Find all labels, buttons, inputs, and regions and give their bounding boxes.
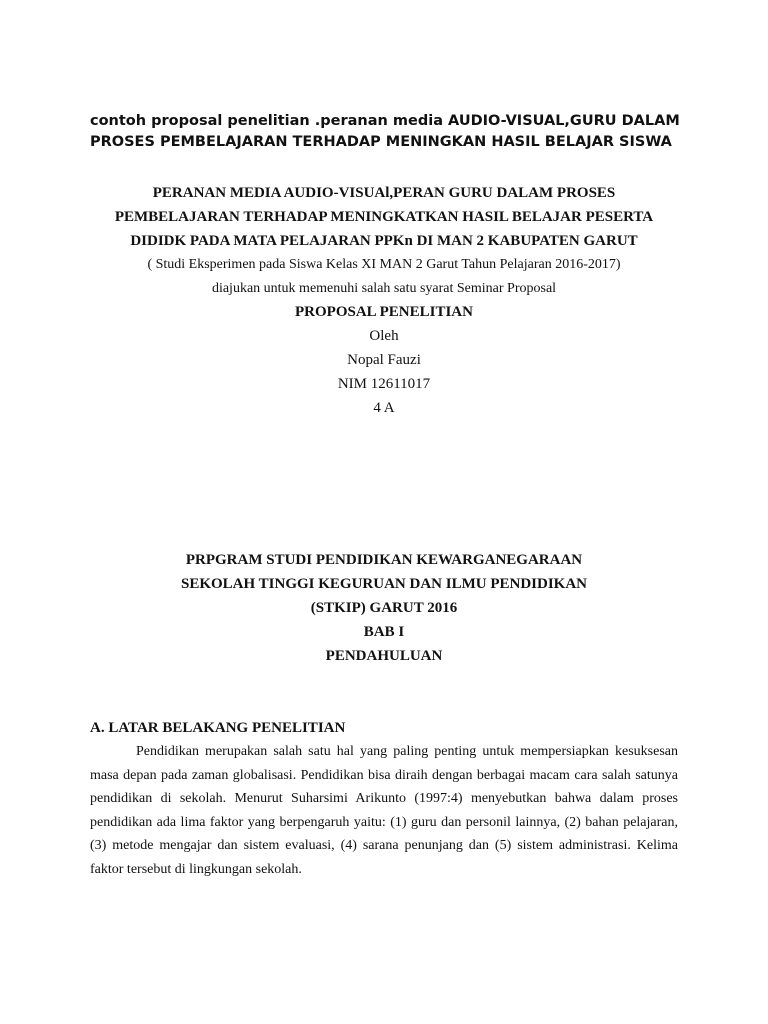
section-heading: A. LATAR BELAKANG PENELITIAN [90,720,346,736]
header-line-3: DIDIDK PADA MATA PELAJARAN PPKn DI MAN 2 KABUPATEN GARUT [130,233,638,249]
header-line-2: PEMBELAJARAN TERHADAP MENINGKATKAN HASIL BELAJAR PESERTA [114,209,654,225]
institution-line-1: PRPGRAM STUDI PENDIDIKAN KEWARGANEGARAAN [185,552,583,568]
author-block [90,300,678,420]
submission-note: diajukan untuk memenuhi salah satu syarat Seminar Proposal [211,281,557,296]
study-note: ( Studi Eksperimen pada Siswa Kelas XI MAN 2 Garut Tahun Pelajaran 2016-2017) [147,257,621,272]
author-nim: NIM 12611017 [337,376,431,392]
proposal-header [90,181,678,301]
chapter-number: BAB I [363,624,405,640]
institution-line-3: (STKIP) GARUT 2016 [310,600,458,616]
chapter-title: PENDAHULUAN [325,648,443,664]
institution-line-2: SEKOLAH TINGGI KEGURUAN DAN ILMU PENDIDIKAN [180,576,588,592]
header-line-1: PERANAN MEDIA AUDIO-VISUAl,PERAN GURU DALAM PROSES [152,185,616,201]
author-class: 4 A [373,400,395,416]
institution-block [90,548,678,668]
document-title: contoh proposal penelitian .peranan media AUDIO-VISUAL,GURU DALAM PROSES PEMBELAJARAN TERHADAP MENINGKAN HASIL BELAJAR SISWA [90,113,680,150]
by-label: Oleh [369,328,399,344]
proposal-label: PROPOSAL PENELITIAN [295,304,473,320]
author-name: Nopal Fauzi [347,352,421,368]
body-paragraph: Pendidikan merupakan salah satu hal yang paling penting untuk mempersiapkan kesuksesan masa depan pada zaman globalisasi. Pendidikan bisa diraih dengan berbagai macam cara salah satunya pendidikan di sekolah. Menurut Suharsimi Arikunto (1997:4) menyebutkan bahwa dalam proses pendidikan ada lima faktor yang berpengaruh yaitu: (1) guru dan personil lainnya, (2) bahan pelajaran, (3) metode mengajar dan sistem evaluasi, (4) sarana penunjang dan (5) sistem administrasi. Kelima faktor tersebut di lingkungan sekolah. [90,744,678,877]
